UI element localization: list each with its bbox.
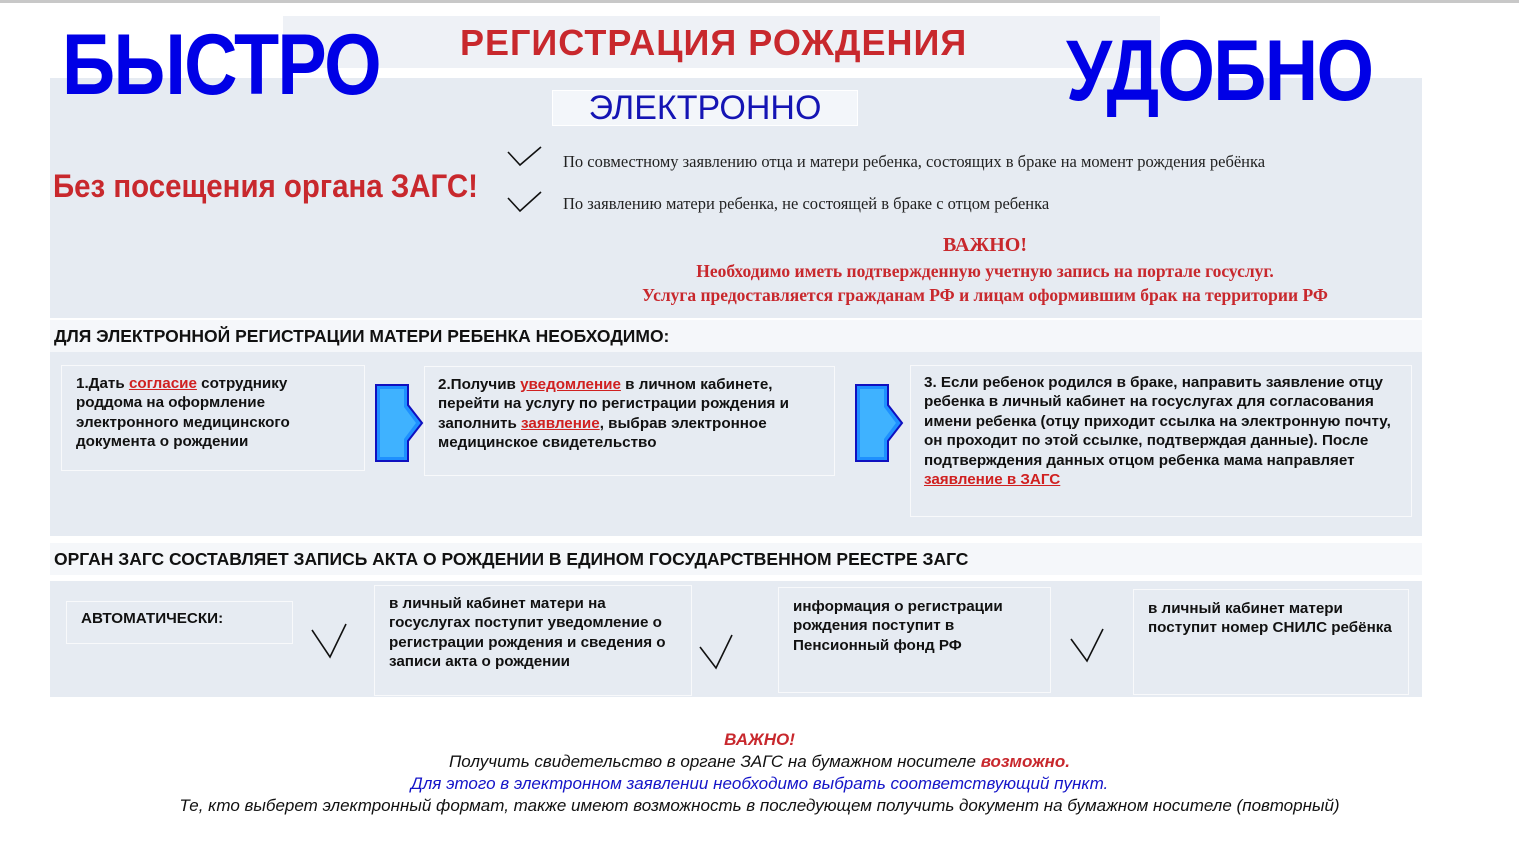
option-unmarried: По заявлению матери ребенка, не состоящей в браке с отцом ребенка	[563, 194, 1050, 213]
auto-item-1: в личный кабинет матери на госуслугах поступит уведомление о регистрации рождения и сведения о записи акта о рождении	[374, 585, 692, 696]
application-link[interactable]: заявление	[521, 414, 600, 432]
footer-line-1: Получить свидетельство в органе ЗАГС на бумажном носителе возможно.	[448, 752, 1071, 771]
step-2-box: 2.Получив уведомление в личном кабинете, перейти на услугу по регистрации рождения и заполнить заявление, выбрав электронное медицинское свидетельство	[424, 366, 835, 476]
page-title: РЕГИСТРАЦИЯ РОЖДЕНИЯ	[460, 22, 968, 63]
subtitle-electronic: ЭЛЕКТРОННО	[552, 90, 858, 126]
section1-heading: ДЛЯ ЭЛЕКТРОННОЙ РЕГИСТРАЦИИ МАТЕРИ РЕБЕНКА НЕОБХОДИМО:	[54, 326, 670, 346]
section1-header	[50, 320, 1422, 352]
footer-line-3: Те, кто выберет электронный формат, также имеют возможность в последующем получить документ на бумажном носителе (повторный)	[179, 796, 1340, 815]
bystro-heading: БЫСТРО	[62, 17, 380, 113]
step-1-box: 1.Дать согласие сотруднику роддома на оформление электронного медицинского документа о рождении	[61, 365, 365, 471]
right-arrow-icon	[854, 383, 904, 465]
zags-application-link[interactable]: заявление в ЗАГС	[924, 471, 1061, 489]
checkmark-icon	[507, 145, 543, 167]
auto-label-box: АВТОМАТИЧЕСКИ:	[66, 601, 293, 644]
auto-item-2: информация о регистрации рождения поступит в Пенсионный фонд РФ	[778, 587, 1051, 693]
important-title: ВАЖНО!	[942, 234, 1028, 256]
udobno-heading: УДОБНО	[1066, 23, 1373, 119]
auto-item-3: в личный кабинет матери поступит номер СНИЛС ребёнка	[1133, 589, 1409, 695]
step-3-box: 3. Если ребенок родился в браке, направить заявление отцу ребенка в личный кабинет на госуслугах для согласования имени ребенка (отцу приходит ссылка на электронную почту, он проходит по этой ссылке, подтверждая данные). После подтверждения данных отцом ребенка мама направляет заявление в ЗАГС	[910, 365, 1412, 517]
right-arrow-icon	[374, 383, 424, 465]
notification-link[interactable]: уведомление	[520, 376, 621, 393]
consent-link[interactable]: согласие	[128, 375, 197, 392]
checkmark-icon	[1069, 627, 1109, 665]
option-married: По совместному заявлению отца и матери ребенка, состоящих в браке на момент рождения ребёнка	[563, 152, 1266, 171]
section2-header	[50, 543, 1422, 575]
important-line-1: Необходимо иметь подтвержденную учетную запись на портале госуслуг.	[696, 261, 1274, 281]
top-divider	[0, 0, 1519, 3]
section2-heading: ОРГАН ЗАГС СОСТАВЛЯЕТ ЗАПИСЬ АКТА О РОЖДЕНИИ В ЕДИНОМ ГОСУДАРСТВЕННОМ РЕЕСТРЕ ЗАГС	[54, 549, 969, 569]
important-line-2: Услуга предоставляется гражданам РФ и лицам оформившим брак на территории РФ	[642, 285, 1328, 305]
slogan: Без посещения органа ЗАГС!	[53, 168, 478, 204]
checkmark-icon	[310, 622, 350, 660]
checkmark-icon	[507, 190, 543, 214]
footer-line-2: Для этого в электронном заявлении необходимо выбрать соответствующий пункт.	[410, 774, 1109, 793]
checkmark-icon	[698, 633, 738, 671]
footer-important: ВАЖНО!	[724, 730, 795, 749]
